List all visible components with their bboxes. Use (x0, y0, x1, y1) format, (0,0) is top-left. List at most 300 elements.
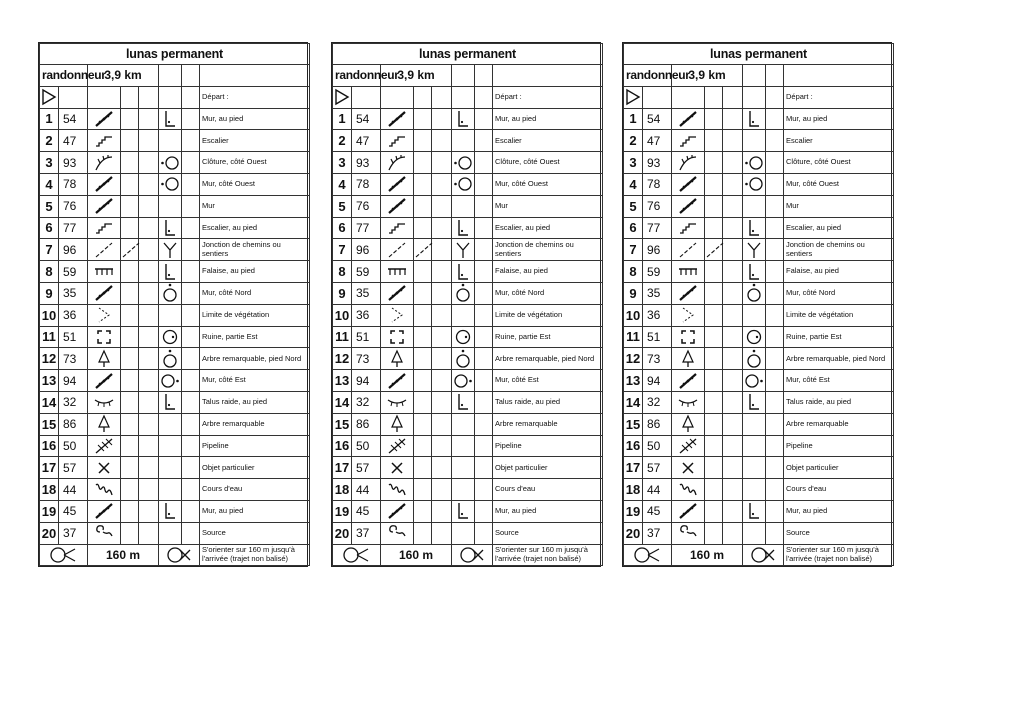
spring-icon (381, 524, 413, 542)
foot-icon (452, 263, 474, 281)
control-code: 59 (59, 261, 88, 283)
control-row (333, 348, 603, 370)
control-number: 18 (624, 479, 643, 501)
control-number: 13 (333, 370, 352, 392)
control-row (624, 370, 894, 392)
control-number: 5 (624, 195, 643, 217)
control-row (40, 261, 310, 283)
cliff-icon (672, 266, 704, 278)
north-side-icon (743, 349, 765, 369)
control-number: 20 (40, 522, 59, 544)
pipeline-icon (381, 437, 413, 455)
control-row (624, 304, 894, 326)
control-description: Cours d'eau (784, 479, 894, 501)
control-description: Arbre remarquable (493, 413, 603, 435)
control-description: Limite de végétation (493, 304, 603, 326)
control-row (624, 108, 894, 130)
control-description: Ruine, partie Est (493, 326, 603, 348)
control-number: 15 (333, 413, 352, 435)
path-icon (121, 241, 138, 259)
control-code: 45 (352, 500, 381, 522)
control-row (624, 391, 894, 413)
control-description: Clôture, côté Ouest (784, 152, 894, 174)
stairway-icon (381, 134, 413, 148)
start-label: Départ : (200, 86, 310, 108)
control-number: 19 (624, 500, 643, 522)
control-code: 51 (59, 326, 88, 348)
control-row (333, 479, 603, 501)
path-icon (414, 241, 431, 259)
cliff-icon (88, 266, 120, 278)
stream-icon (88, 481, 120, 499)
start-triangle-icon (40, 89, 58, 105)
tree-icon (672, 349, 704, 369)
stairway-icon (88, 134, 120, 148)
control-description: Jonction de chemins ou sentiers (200, 239, 310, 261)
control-row (624, 217, 894, 239)
control-description: Limite de végétation (784, 304, 894, 326)
east-side-icon (743, 373, 765, 389)
finish-description: S'orienter sur 160 m jusqu'à l'arrivée (trajet non balisé) (200, 544, 310, 566)
west-side-icon (743, 155, 765, 171)
control-number: 6 (624, 217, 643, 239)
control-row (333, 282, 603, 304)
vegetation-boundary-icon (381, 306, 413, 324)
special-object-icon (672, 460, 704, 476)
control-row (40, 239, 310, 261)
control-description: Mur, côté Est (493, 370, 603, 392)
control-row (40, 413, 310, 435)
control-description: Cours d'eau (493, 479, 603, 501)
control-number: 4 (40, 173, 59, 195)
control-code: 73 (59, 348, 88, 370)
control-description: Mur, au pied (784, 108, 894, 130)
control-number: 1 (624, 108, 643, 130)
control-description: Mur (493, 195, 603, 217)
fence-icon (672, 154, 704, 172)
steep-slope-icon (88, 396, 120, 408)
wall-icon (88, 197, 120, 215)
control-code: 86 (59, 413, 88, 435)
control-description: Mur, côté Nord (493, 282, 603, 304)
control-description: Mur, au pied (493, 500, 603, 522)
circle-icon (40, 546, 87, 564)
control-row (40, 195, 310, 217)
control-code: 51 (352, 326, 381, 348)
start-label: Départ : (784, 86, 894, 108)
vegetation-boundary-icon (672, 306, 704, 324)
east-side-icon (452, 373, 474, 389)
control-description: Mur, côté Ouest (784, 173, 894, 195)
wall-icon (381, 372, 413, 390)
control-code: 44 (352, 479, 381, 501)
control-code: 76 (352, 195, 381, 217)
tree-icon (381, 414, 413, 434)
stairway-icon (381, 221, 413, 235)
control-description: Escalier, au pied (493, 217, 603, 239)
control-number: 17 (40, 457, 59, 479)
control-row (40, 391, 310, 413)
control-description-sheet (331, 42, 601, 567)
ruin-icon (88, 328, 120, 346)
control-number: 13 (624, 370, 643, 392)
control-code: 47 (643, 130, 672, 152)
sheet-title: lunas permanent (333, 44, 603, 65)
ruin-icon (672, 328, 704, 346)
control-code: 36 (643, 304, 672, 326)
control-code: 86 (352, 413, 381, 435)
start-cell (333, 86, 352, 108)
control-number: 16 (40, 435, 59, 457)
wall-icon (672, 372, 704, 390)
control-number: 19 (40, 500, 59, 522)
control-code: 37 (352, 522, 381, 544)
control-code: 57 (352, 457, 381, 479)
control-code: 57 (643, 457, 672, 479)
control-description: Falaise, au pied (200, 261, 310, 283)
tree-icon (88, 414, 120, 434)
control-row (40, 152, 310, 174)
control-description: Escalier (200, 130, 310, 152)
control-description: Clôture, côté Ouest (200, 152, 310, 174)
pipeline-icon (88, 437, 120, 455)
control-code: 44 (643, 479, 672, 501)
control-code: 93 (643, 152, 672, 174)
control-code: 76 (643, 195, 672, 217)
start-cell (624, 86, 643, 108)
control-row (40, 522, 310, 544)
foot-icon (159, 393, 181, 411)
control-row (624, 173, 894, 195)
finish-start-cell (624, 544, 672, 566)
west-side-icon (159, 176, 181, 192)
control-number: 15 (624, 413, 643, 435)
control-description: Talus raide, au pied (784, 391, 894, 413)
control-number: 7 (333, 239, 352, 261)
control-row (624, 479, 894, 501)
control-description-sheet (622, 42, 892, 567)
control-number: 10 (624, 304, 643, 326)
control-number: 1 (40, 108, 59, 130)
control-code: 51 (643, 326, 672, 348)
control-code: 32 (59, 391, 88, 413)
control-row (333, 108, 603, 130)
control-code: 32 (352, 391, 381, 413)
control-number: 7 (40, 239, 59, 261)
foot-icon (452, 393, 474, 411)
west-side-icon (452, 176, 474, 192)
start-label: Départ : (493, 86, 603, 108)
control-number: 16 (333, 435, 352, 457)
west-side-icon (743, 176, 765, 192)
control-description: Arbre remarquable (200, 413, 310, 435)
control-row (40, 108, 310, 130)
east-side-icon (159, 373, 181, 389)
control-number: 14 (624, 391, 643, 413)
wall-icon (381, 197, 413, 215)
control-code: 54 (352, 108, 381, 130)
control-code: 73 (352, 348, 381, 370)
control-number: 9 (40, 282, 59, 304)
control-row (333, 391, 603, 413)
course-length: 3,9 km (672, 65, 743, 87)
control-description: Escalier (493, 130, 603, 152)
control-description: Talus raide, au pied (493, 391, 603, 413)
control-code: 78 (643, 173, 672, 195)
east-part-icon (743, 329, 765, 345)
spring-icon (88, 524, 120, 542)
control-number: 2 (624, 130, 643, 152)
pipeline-icon (672, 437, 704, 455)
control-description: Mur, côté Nord (200, 282, 310, 304)
control-number: 8 (40, 261, 59, 283)
control-description: Mur, côté Ouest (200, 173, 310, 195)
control-row (333, 152, 603, 174)
control-row (333, 195, 603, 217)
control-row (333, 326, 603, 348)
control-code: 78 (59, 173, 88, 195)
control-code: 59 (643, 261, 672, 283)
control-code: 77 (352, 217, 381, 239)
east-part-icon (452, 329, 474, 345)
control-code: 94 (643, 370, 672, 392)
control-code: 35 (59, 282, 88, 304)
special-object-icon (381, 460, 413, 476)
circle-icon (333, 546, 380, 564)
foot-icon (159, 502, 181, 520)
control-row (40, 304, 310, 326)
circle-icon (624, 546, 671, 564)
control-code: 37 (643, 522, 672, 544)
fence-icon (88, 154, 120, 172)
tree-icon (672, 414, 704, 434)
control-code: 37 (59, 522, 88, 544)
control-code: 78 (352, 173, 381, 195)
control-description: Talus raide, au pied (200, 391, 310, 413)
foot-icon (452, 110, 474, 128)
control-row (333, 130, 603, 152)
stream-icon (381, 481, 413, 499)
control-number: 12 (624, 348, 643, 370)
control-number: 11 (624, 326, 643, 348)
north-side-icon (452, 283, 474, 303)
control-code: 36 (59, 304, 88, 326)
control-description: Limite de végétation (200, 304, 310, 326)
west-side-icon (452, 155, 474, 171)
control-row (40, 173, 310, 195)
control-description: Pipeline (493, 435, 603, 457)
control-code: 32 (643, 391, 672, 413)
control-code: 93 (352, 152, 381, 174)
control-description: Source (200, 522, 310, 544)
control-row (333, 522, 603, 544)
start-triangle-icon (333, 89, 351, 105)
control-row (333, 239, 603, 261)
finish-distance: 160 m (88, 544, 159, 566)
control-code: 35 (352, 282, 381, 304)
control-number: 14 (40, 391, 59, 413)
control-number: 2 (333, 130, 352, 152)
control-number: 15 (40, 413, 59, 435)
wall-icon (672, 284, 704, 302)
control-row (40, 282, 310, 304)
finish-description: S'orienter sur 160 m jusqu'à l'arrivée (trajet non balisé) (493, 544, 603, 566)
wall-icon (88, 284, 120, 302)
control-description: Mur, côté Est (784, 370, 894, 392)
tree-icon (381, 349, 413, 369)
control-number: 11 (333, 326, 352, 348)
control-row (624, 239, 894, 261)
foot-icon (743, 263, 765, 281)
foot-icon (159, 219, 181, 237)
control-description: Jonction de chemins ou sentiers (493, 239, 603, 261)
foot-icon (743, 219, 765, 237)
junction-icon (159, 241, 181, 259)
wall-icon (672, 175, 704, 193)
control-description: Source (493, 522, 603, 544)
control-description: Mur, au pied (784, 500, 894, 522)
finish-description: S'orienter sur 160 m jusqu'à l'arrivée (trajet non balisé) (784, 544, 894, 566)
control-number: 8 (333, 261, 352, 283)
sheet-title: lunas permanent (624, 44, 894, 65)
control-number: 7 (624, 239, 643, 261)
east-part-icon (159, 329, 181, 345)
control-number: 11 (40, 326, 59, 348)
control-number: 9 (624, 282, 643, 304)
control-row (624, 413, 894, 435)
control-number: 3 (40, 152, 59, 174)
control-description: Cours d'eau (200, 479, 310, 501)
junction-icon (743, 241, 765, 259)
course-category: randonneur (333, 65, 381, 87)
control-description: Mur, côté Ouest (493, 173, 603, 195)
control-code: 94 (352, 370, 381, 392)
control-code: 57 (59, 457, 88, 479)
path-icon (88, 241, 120, 259)
finish-symbol-icon (159, 546, 199, 564)
path-icon (381, 241, 413, 259)
control-row (624, 195, 894, 217)
control-description: Falaise, au pied (493, 261, 603, 283)
north-side-icon (159, 283, 181, 303)
north-side-icon (743, 283, 765, 303)
finish-start-cell (333, 544, 381, 566)
control-row (624, 522, 894, 544)
stream-icon (672, 481, 704, 499)
foot-icon (743, 110, 765, 128)
control-code: 96 (352, 239, 381, 261)
west-side-icon (159, 155, 181, 171)
control-description: Mur (200, 195, 310, 217)
foot-icon (743, 502, 765, 520)
finish-symbol-icon (743, 546, 783, 564)
north-side-icon (452, 349, 474, 369)
control-number: 6 (40, 217, 59, 239)
control-code: 47 (59, 130, 88, 152)
control-description: Arbre remarquable, pied Nord (784, 348, 894, 370)
control-code: 94 (59, 370, 88, 392)
control-row (624, 348, 894, 370)
control-code: 59 (352, 261, 381, 283)
control-description: Pipeline (784, 435, 894, 457)
start-cell (40, 86, 59, 108)
control-description: Arbre remarquable (784, 413, 894, 435)
control-number: 6 (333, 217, 352, 239)
finish-distance: 160 m (672, 544, 743, 566)
foot-icon (159, 110, 181, 128)
wall-icon (88, 372, 120, 390)
control-row (624, 500, 894, 522)
wall-icon (381, 284, 413, 302)
control-row (40, 457, 310, 479)
stairway-icon (672, 134, 704, 148)
control-description: Mur, au pied (200, 500, 310, 522)
wall-icon (381, 110, 413, 128)
wall-icon (381, 502, 413, 520)
north-side-icon (159, 349, 181, 369)
control-row (40, 500, 310, 522)
control-description: Mur (784, 195, 894, 217)
cliff-icon (381, 266, 413, 278)
control-row (333, 435, 603, 457)
control-number: 10 (40, 304, 59, 326)
control-number: 2 (40, 130, 59, 152)
control-description: Mur, au pied (200, 108, 310, 130)
control-description: Pipeline (200, 435, 310, 457)
control-code: 77 (643, 217, 672, 239)
control-row (333, 370, 603, 392)
control-description: Ruine, partie Est (784, 326, 894, 348)
control-code: 47 (352, 130, 381, 152)
control-number: 9 (333, 282, 352, 304)
control-number: 14 (333, 391, 352, 413)
tree-icon (88, 349, 120, 369)
control-description: Objet particulier (493, 457, 603, 479)
control-number: 4 (624, 173, 643, 195)
control-number: 16 (624, 435, 643, 457)
control-code: 44 (59, 479, 88, 501)
control-number: 18 (333, 479, 352, 501)
control-number: 8 (624, 261, 643, 283)
special-object-icon (88, 460, 120, 476)
wall-icon (672, 502, 704, 520)
control-code: 35 (643, 282, 672, 304)
control-number: 3 (333, 152, 352, 174)
control-row (624, 130, 894, 152)
path-icon (672, 241, 704, 259)
control-code: 77 (59, 217, 88, 239)
control-row (333, 173, 603, 195)
control-code: 54 (59, 108, 88, 130)
steep-slope-icon (672, 396, 704, 408)
foot-icon (743, 393, 765, 411)
foot-icon (159, 263, 181, 281)
wall-icon (88, 175, 120, 193)
control-row (624, 435, 894, 457)
ruin-icon (381, 328, 413, 346)
stairway-icon (672, 221, 704, 235)
control-description: Source (784, 522, 894, 544)
control-number: 19 (333, 500, 352, 522)
control-number: 5 (333, 195, 352, 217)
junction-icon (452, 241, 474, 259)
control-code: 86 (643, 413, 672, 435)
control-description: Jonction de chemins ou sentiers (784, 239, 894, 261)
control-row (624, 261, 894, 283)
control-code: 45 (59, 500, 88, 522)
control-code: 73 (643, 348, 672, 370)
start-triangle-icon (624, 89, 642, 105)
